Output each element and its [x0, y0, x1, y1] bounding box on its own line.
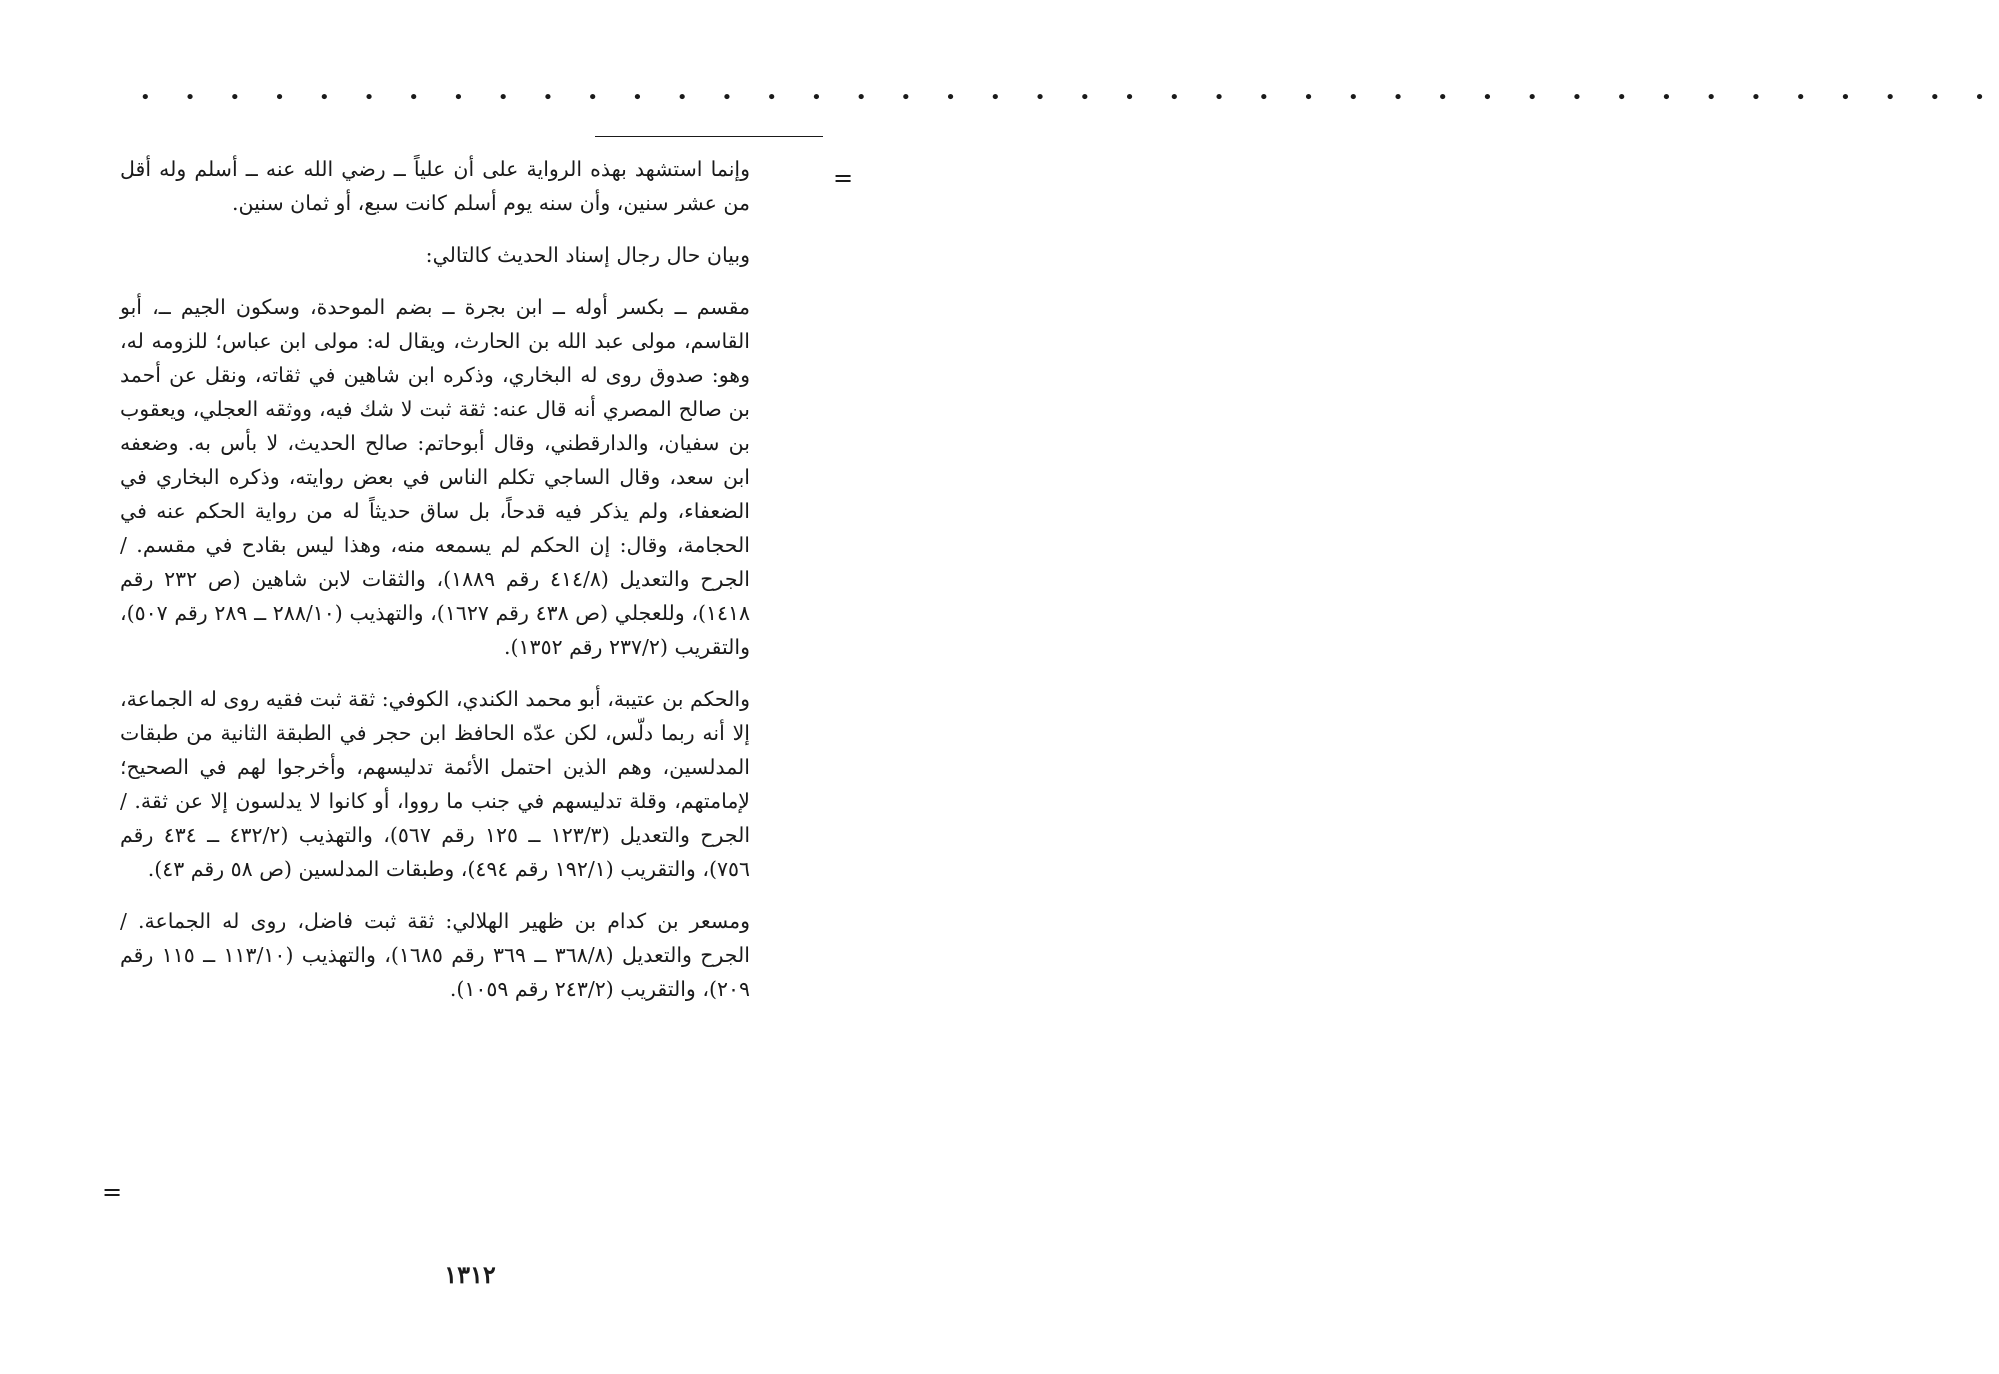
- header-rule: [595, 136, 823, 137]
- paragraph-miqsam: مقسم ــ بكسر أوله ــ ابن بجرة ــ بضم الموحدة، وسكون الجيم ــ، أبو القاسم، مولى عبد الله بن الحارث، ويقال له: مولى ابن عباس؛ للزومه له، وهو: صدوق روى له البخاري، وذكره ابن شاهين في ثقاته، ونقل عن أحمد بن صالح المصري أنه قال عنه: ثقة ثبت لا شك فيه، ووثقه العجلي، ويعقوب بن سفيان، والدارقطني، وقال أبوحاتم: صالح الحديث، لا بأس به. وضعفه ابن سعد، وقال الساجي تكلم الناس في بعض روايته، وذكره البخاري في الضعفاء، ولم يذكر فيه قدحاً، بل ساق حديثاً له من رواية الحكم عنه في الحجامة، وقال: إن الحكم لم يسمعه منه، وهذا ليس بقادح في مقسم. / الجرح والتعديل (٤١٤/٨ رقم ١٨٨٩)، والثقات لابن شاهين (ص ٢٣٢ رقم ١٤١٨)، وللعجلي (ص ٤٣٨ رقم ١٦٢٧)، والتهذيب (٢٨٨/١٠ ــ ٢٨٩ رقم ٥٠٧)، والتقريب (٢٣٧/٢ رقم ١٣٥٢).: [120, 295, 751, 659]
- paragraph-isnad-heading: وبيان حال رجال إسناد الحديث كالتالي:: [425, 243, 750, 267]
- paragraph-mis-ar: ومسعر بن كدام بن ظهير الهلالي: ثقة ثبت فاضل، روى له الجماعة. / الجرح والتعديل (٣٦٨/٨ ــ ٣٦٩ رقم ١٦٨٥)، والتهذيب (١١٣/١٠ ــ ١١٥ رقم ٢٠٩)، والتقريب (٢٤٣/٢ رقم ١٠٥٩).: [120, 909, 750, 1001]
- page-body: [120, 152, 750, 1024]
- continuation-marker-bottom: =: [102, 1178, 123, 1206]
- paragraph-intro: وإنما استشهد بهذه الرواية على أن علياً ــ رضي الله عنه ــ أسلم وله أقل من عشر سنين، وأن سنه يوم أسلم كانت سبع، أو ثمان سنين.: [120, 157, 750, 215]
- page-number: ١٣١٢: [444, 1260, 496, 1289]
- continuation-marker-top: =: [833, 164, 854, 192]
- header-dotted-line: • • • • • • • • • • • • • • • • • • • • • • • • • • • • • • • • • • • • • • • • • •: [140, 87, 1999, 108]
- paragraph-hakam: والحكم بن عتيبة، أبو محمد الكندي، الكوفي: ثقة ثبت فقيه روى له الجماعة، إلا أنه ربما دلّس، لكن عدّه الحافظ ابن حجر في الطبقة الثانية من طبقات المدلسين، وهم الذين احتمل الأئمة تدليسهم، وأخرجوا لهم في الصحيح؛ لإمامتهم، وقلة تدليسهم في جنب ما رووا، أو كانوا لا يدلسون إلا عن ثقة. / الجرح والتعديل (١٢٣/٣ ــ ١٢٥ رقم ٥٦٧)، والتهذيب (٤٣٢/٢ ــ ٤٣٤ رقم ٧٥٦)، والتقريب (١٩٢/١ رقم ٤٩٤)، وطبقات المدلسين (ص ٥٨ رقم ٤٣).: [120, 687, 751, 881]
